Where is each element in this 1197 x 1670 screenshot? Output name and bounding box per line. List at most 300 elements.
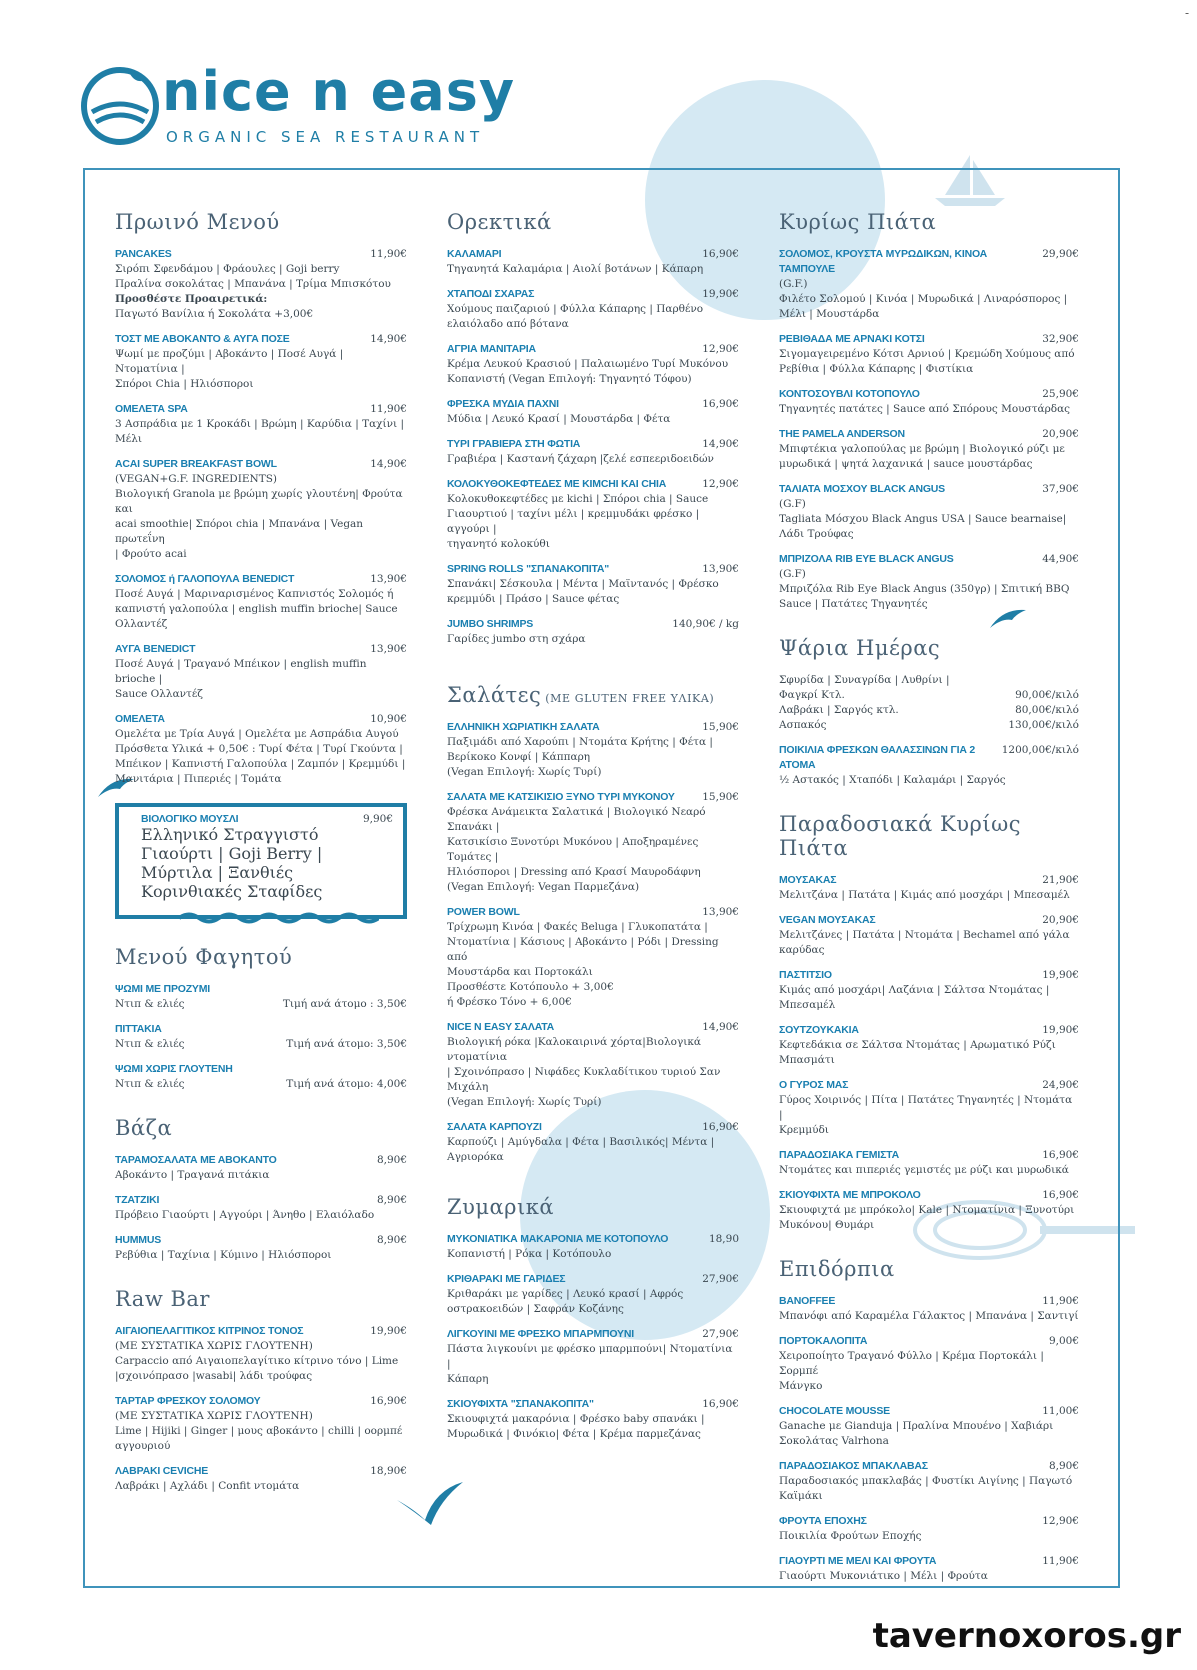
section-title-fish: Ψάρια Ημέρας bbox=[779, 636, 941, 660]
item-price: 140,90€ / kg bbox=[672, 618, 739, 630]
item-name: ΣΟΥΤΖΟΥΚΑΚΙΑ bbox=[779, 1024, 859, 1036]
item-desc: Λαβράκι | Αχλάδι | Confit ντομάτα bbox=[115, 1480, 300, 1492]
item-price: 8,90€ bbox=[1048, 1460, 1079, 1472]
menu-item bbox=[115, 457, 407, 562]
menu-item bbox=[115, 642, 407, 702]
item-desc: Μέλι bbox=[115, 433, 142, 445]
item-header bbox=[447, 287, 739, 302]
menu-item bbox=[779, 1188, 1079, 1233]
item-price: 32,90€ bbox=[1042, 333, 1079, 345]
menu-item bbox=[115, 247, 407, 322]
item-name: ΠΑΡΑΔΟΣΙΑΚΟΣ ΜΠΑΚΛΑΒΑΣ bbox=[779, 1460, 928, 1472]
menu-item bbox=[115, 402, 407, 447]
item-price: 37,90€ bbox=[1042, 483, 1079, 495]
item-price: 11,90€ bbox=[1042, 1555, 1079, 1567]
item-desc: acai smoothie| Σπόροι chia | Μπανάνα | Vegan πρωτεΐνη bbox=[115, 518, 364, 545]
item-price: 16,90€ bbox=[702, 1121, 739, 1133]
column-left bbox=[115, 210, 407, 1504]
item-desc: Φρέσκα Ανάμεικτα Σαλατικά | Βιολογικό Νεαρό Σπανάκι | bbox=[447, 806, 706, 833]
item-name: ΠΑΡΑΔΟΣΙΑΚΑ ΓΕΜΙΣΤΑ bbox=[779, 1149, 899, 1161]
fish-price: 90,00€/κιλό bbox=[1015, 689, 1079, 701]
menu-item bbox=[447, 397, 739, 427]
item-price: 14,90€ bbox=[370, 458, 407, 470]
item-price: 1200,00€/κιλό bbox=[1001, 744, 1079, 756]
item-name: ΣΚΙΟΥΦΙΧΤΑ ΜΕ ΜΠΡΟΚΟΛΟ bbox=[779, 1189, 921, 1201]
item-name: ΚΟΛΟΚΥΘΟΚΕΦΤΕΔΕΣ ΜΕ KIMCHI ΚΑΙ CHIA bbox=[447, 478, 667, 490]
menu-item bbox=[779, 427, 1079, 472]
item-desc: (Vegan Επιλογή: Χωρίς Τυρί) bbox=[447, 766, 602, 778]
item-name: NICE N EASY ΣΑΛΑΤΑ bbox=[447, 1021, 555, 1033]
item-header bbox=[779, 1554, 1079, 1569]
item-desc: καρύδας bbox=[779, 944, 825, 956]
item-sub-row bbox=[115, 1077, 407, 1092]
item-name: THE PAMELA ANDERSON bbox=[779, 428, 905, 440]
item-desc: Sauce Ολλαντέζ bbox=[115, 688, 203, 700]
fish-name: Ασπακός bbox=[779, 719, 827, 731]
item-price: Τιμή ανά άτομο: 4,00€ bbox=[286, 1078, 407, 1090]
section-title-pasta: Ζυμαρικά bbox=[447, 1195, 555, 1219]
item-name: JUMBO SHRIMPS bbox=[447, 618, 534, 630]
menu-item bbox=[779, 1294, 1079, 1324]
item-header bbox=[779, 1334, 1079, 1349]
item-name: ΨΩΜΙ ΜΕ ΠΡΟΖΥΜΙ bbox=[115, 983, 210, 995]
item-price: 15,90€ bbox=[702, 721, 739, 733]
menu-item bbox=[779, 1404, 1079, 1449]
item-name: ΛΙΓΚΟΥΙΝΙ ΜΕ ΦΡΕΣΚΟ ΜΠΑΡΜΠΟΥΝΙ bbox=[447, 1328, 634, 1340]
item-desc: | Σχοινόπρασο | Νιφάδες Κυκλαδίτικου τυριού Σαν bbox=[447, 1066, 721, 1078]
item-desc: Μύδια | Λευκό Κρασί | Μουστάρδα | Φέτα bbox=[447, 413, 671, 425]
item-desc: Μάνγκο bbox=[779, 1380, 823, 1392]
item-sub: Ντιπ & ελιές bbox=[115, 1038, 185, 1050]
item-header bbox=[779, 913, 1079, 928]
menu-item bbox=[779, 873, 1079, 903]
item-name: ΧΤΑΠΟΔΙ ΣΧΑΡΑΣ bbox=[447, 288, 535, 300]
item-header bbox=[115, 1464, 407, 1479]
item-desc: Ποσέ Αυγά | Τραγανό Μπέικον | english muffin brioche | bbox=[115, 658, 367, 685]
menu-item bbox=[447, 437, 739, 467]
item-header bbox=[779, 1459, 1079, 1474]
item-header bbox=[115, 457, 407, 472]
menu-item bbox=[779, 1459, 1079, 1504]
item-header bbox=[779, 1514, 1079, 1529]
menu-item bbox=[115, 1324, 407, 1384]
item-price: 16,90€ bbox=[1042, 1189, 1079, 1201]
item-header bbox=[115, 712, 407, 727]
brand-subtitle: ORGANIC SEA RESTAURANT bbox=[166, 128, 485, 146]
item-price: 9,00€ bbox=[1048, 1335, 1079, 1347]
menu-item bbox=[779, 552, 1079, 612]
item-desc: Τρίχρωμη Κινόα | Φακές Beluga | Γλυκοπατάτα | bbox=[447, 921, 708, 933]
item-header bbox=[447, 437, 739, 452]
item-name: ΤΑΡΑΜΟΣΑΛΑΤΑ ΜΕ ΑΒΟΚΑΝΤΟ bbox=[115, 1154, 277, 1166]
item-price: Τιμή ανά άτομο: 3,50€ bbox=[286, 1038, 407, 1050]
fish-price: 80,00€/κιλό bbox=[1015, 704, 1079, 716]
item-header bbox=[779, 968, 1079, 983]
item-desc: Κρέμα Λευκού Κρασιού | Παλαιωμένο Τυρί Μυκόνου bbox=[447, 358, 729, 370]
section-title-vaza: Βάζα bbox=[115, 1116, 173, 1140]
item-header bbox=[447, 1120, 739, 1135]
item-desc: Γαρίδες jumbo στη σχάρα bbox=[447, 633, 586, 645]
salads-note: (ΜΕ GLUTEN FREE ΥΛΙΚΑ) bbox=[545, 692, 715, 705]
item-desc: Κάπαρη bbox=[447, 1373, 489, 1385]
item-desc: (G.F.) bbox=[779, 278, 808, 290]
menu-item bbox=[115, 332, 407, 392]
watermark: tavernoxoros.gr bbox=[872, 1616, 1181, 1656]
item-desc: Παξιμάδι από Χαρούπι | Ντομάτα Κρήτης | Φέτα | bbox=[447, 736, 713, 748]
item-desc: τηγανητό κολοκύθι bbox=[447, 538, 550, 550]
item-name: BANOFFEE bbox=[779, 1295, 836, 1307]
item-name: ΣΚΙΟΥΦΙΧΤΑ "ΣΠΑΝΑΚΟΠΙΤΑ" bbox=[447, 1398, 594, 1410]
item-price: 8,90€ bbox=[376, 1234, 407, 1246]
item-desc: Μελιτζάνα | Πατάτα | Κιμάς από μοσχάρι | Μπεσαμέλ bbox=[779, 889, 1070, 901]
item-desc: Ρεβύθια | Ταχίνια | Κύμινο | Ηλιόσποροι bbox=[115, 1249, 332, 1261]
item-desc: Μπανόφι από Καραμέλα Γάλακτος | Μπανάνα | Σαντιγί bbox=[779, 1310, 1079, 1322]
menu-frame bbox=[83, 168, 1120, 1588]
menu-item bbox=[115, 712, 407, 787]
menu-item bbox=[447, 477, 739, 552]
item-header bbox=[447, 720, 739, 735]
item-desc: Κολοκυθοκεφτέδες με kichi | Σπόροι chia | Sauce bbox=[447, 493, 709, 505]
item-desc: Προσθέστε Κοτόπουλο + 3,00€ bbox=[447, 981, 614, 993]
menu-item bbox=[779, 1023, 1079, 1068]
item-price: 14,90€ bbox=[702, 438, 739, 450]
fish-name: Λαβράκι | Σαργός κτλ. bbox=[779, 704, 899, 716]
item-header bbox=[115, 982, 407, 997]
item-name: ΚΟΝΤΟΣΟΥΒΛΙ ΚΟΤΟΠΟΥΛΟ bbox=[779, 388, 920, 400]
item-name: ΤΑΛΙΑΤΑ ΜΟΣΧΟΥ BLACK ANGUS bbox=[779, 483, 945, 495]
menu-item bbox=[779, 1554, 1079, 1584]
item-name: ΣΑΛΑΤΑ ΜΕ ΚΑΤΣΙΚΙΣΙΟ ΞΥΝΟ ΤΥΡΙ ΜΥΚΟΝΟΥ bbox=[447, 791, 675, 803]
item-price: Τιμή ανά άτομο : 3,50€ bbox=[282, 998, 407, 1010]
item-header bbox=[779, 1294, 1079, 1309]
item-name: SPRING ROLLS "ΣΠΑΝΑΚΟΠΙΤΑ" bbox=[447, 563, 610, 575]
item-header bbox=[779, 552, 1079, 567]
item-desc: Πάστα λιγκουίνι με φρέσκο μπαρμπούνι| Ντοματίνια | bbox=[447, 1343, 733, 1370]
item-desc: Ποικιλία Φρούτων Εποχής bbox=[779, 1530, 922, 1542]
rawbar-list bbox=[115, 1324, 407, 1494]
item-header bbox=[115, 1233, 407, 1248]
item-desc: Βιολογική Granola με βρώμη χωρίς γλουτένη| Φρούτα και bbox=[115, 488, 403, 515]
menu-item bbox=[447, 1232, 739, 1262]
item-name: ΡΕΒΙΘΑΔΑ ΜΕ ΑΡΝΑΚΙ ΚΟΤΣΙ bbox=[779, 333, 925, 345]
item-extra: Παγωτό Βανίλια ή Σοκολάτα +3,00€ bbox=[115, 308, 314, 320]
item-header bbox=[447, 617, 739, 632]
item-desc: Χειροποίητο Τραγανό Φύλλο | Κρέμα Πορτοκάλι | Σορμπέ bbox=[779, 1350, 1044, 1377]
menu-item bbox=[779, 332, 1079, 377]
item-desc: κρεμμύδι | Πράσο | Sauce φέτας bbox=[447, 593, 620, 605]
item-name: ΑΙΓΑΙΟΠΕΛΑΓΙΤΙΚΟΣ ΚΙΤΡΙΝΟΣ ΤΟΝΟΣ bbox=[115, 1325, 304, 1337]
item-price: 44,90€ bbox=[1042, 553, 1079, 565]
item-price: 27,90€ bbox=[702, 1273, 739, 1285]
menu-item bbox=[115, 572, 407, 632]
item-name: ΒΙΟΛΟΓΙΚΟ ΜΟΥΣΛΙ bbox=[141, 813, 239, 825]
item-header bbox=[447, 790, 739, 805]
item-header bbox=[447, 397, 739, 412]
menu-item bbox=[115, 1233, 407, 1263]
section-title-mains: Κυρίως Πιάτα bbox=[779, 210, 937, 234]
food-list bbox=[115, 982, 407, 1092]
item-price: 15,90€ bbox=[702, 791, 739, 803]
item-price: 18,90 bbox=[708, 1233, 739, 1245]
item-desc: (Vegan Επιλογή: Vegan Παρμεζάνα) bbox=[447, 881, 640, 893]
starters-list bbox=[447, 247, 739, 647]
desserts-list bbox=[779, 1294, 1079, 1584]
item-header bbox=[447, 1272, 739, 1287]
item-desc: Κεφτεδάκια σε Σάλτσα Ντομάτας | Αρωματικό Ρύζι bbox=[779, 1039, 1056, 1051]
menu-item bbox=[447, 1120, 739, 1165]
item-price: 16,90€ bbox=[370, 1395, 407, 1407]
item-header bbox=[115, 247, 407, 262]
item-desc: Ολλαντέζ bbox=[115, 618, 168, 630]
pasta-list bbox=[447, 1232, 739, 1442]
item-header bbox=[115, 1062, 407, 1077]
item-desc: Ρεβίθια | Φύλλα Κάπαρης | Φιστίκια bbox=[779, 363, 974, 375]
item-desc: Κριθαράκι με γαρίδες | Λευκό κρασί | Αφρός bbox=[447, 1288, 684, 1300]
item-sub: Ντιπ & ελιές bbox=[115, 998, 185, 1010]
item-header bbox=[447, 477, 739, 492]
column-right bbox=[779, 210, 1079, 1594]
item-name: ΨΩΜΙ ΧΩΡΙΣ ΓΛΟΥΤΕΝΗ bbox=[115, 1063, 233, 1075]
item-price: 13,90€ bbox=[702, 906, 739, 918]
item-desc: | Φρούτο acai bbox=[115, 548, 187, 560]
item-price: 12,90€ bbox=[1042, 1515, 1079, 1527]
item-desc: Ψωμί με προζύμι | Αβοκάντο | Ποσέ Αυγά | Ντοματίνια | bbox=[115, 348, 344, 375]
item-desc: Καρπούζι | Αμύγδαλα | Φέτα | Βασιλικός| Μέντα | bbox=[447, 1136, 715, 1148]
item-desc: 3 Ασπράδια με 1 Κροκάδι | Βρώμη | Καρύδια | Ταχίνι | bbox=[115, 418, 405, 430]
section-title-traditional: Παραδοσιακά Κυρίως Πιάτα bbox=[779, 812, 1021, 860]
item-desc: ½ Αστακός | Χταπόδι | Καλαμάρι | Σαργός bbox=[779, 774, 1006, 786]
item-desc: Αγριορόκα bbox=[447, 1151, 504, 1163]
menu-item bbox=[779, 247, 1079, 322]
section-title-food: Μενού Φαγητού bbox=[115, 945, 293, 969]
item-price: 13,90€ bbox=[370, 573, 407, 585]
item-name: CHOCOLATE MOUSSE bbox=[779, 1405, 890, 1417]
item-price: 21,90€ bbox=[1042, 874, 1079, 886]
section-title-starters: Ορεκτικά bbox=[447, 210, 552, 234]
item-desc: Μελιτζάνες | Πατάτα | Ντομάτα | Bechamel από γάλα bbox=[779, 929, 1070, 941]
menu-item bbox=[447, 790, 739, 895]
item-desc: Παραδοσιακός μπακλαβάς | Φυστίκι Αιγίνης | Παγωτό bbox=[779, 1475, 1073, 1487]
item-desc: Ηλιόσποροι | Dressing από Κρασί Μαυροδάφνη bbox=[447, 866, 701, 878]
item-name: ΦΡΕΣΚΑ ΜΥΔΙΑ ΠΑΧΝΙ bbox=[447, 398, 559, 410]
item-desc: Μυρωδικά | Φινόκιο| Φέτα | Κρέμα παρμεζάνας bbox=[447, 1428, 701, 1440]
item-desc: Αβοκάντο | Τραγανά πιτάκια bbox=[115, 1169, 270, 1181]
item-name: VEGAN ΜΟΥΣΑΚΑΣ bbox=[779, 914, 876, 926]
wave-icon bbox=[179, 911, 379, 925]
item-price: 11,90€ bbox=[370, 403, 407, 415]
item-desc: Σπόροι Chia | Ηλιόσποροι bbox=[115, 378, 254, 390]
item-header bbox=[779, 482, 1079, 497]
item-sub: Ντιπ & ελιές bbox=[115, 1078, 185, 1090]
item-desc: Βερίκοκο Κονφί | Κάππαρη bbox=[447, 751, 591, 763]
item-price: 8,90€ bbox=[376, 1154, 407, 1166]
item-name: HUMMUS bbox=[115, 1234, 162, 1246]
item-price: 19,90€ bbox=[702, 288, 739, 300]
corner-mark: - bbox=[1184, 6, 1189, 20]
item-desc: Μύρτιλα | Ξανθιές Κορινθιακές Σταφίδες bbox=[141, 863, 323, 901]
menu-item bbox=[779, 968, 1079, 1013]
item-price: 14,90€ bbox=[370, 333, 407, 345]
header bbox=[80, 58, 520, 158]
boxed-item bbox=[115, 803, 407, 919]
menu-item bbox=[447, 1397, 739, 1442]
item-desc: (VEGAN+G.F. INGREDIENTS) bbox=[115, 473, 277, 485]
item-desc: Καϊμάκι bbox=[779, 1490, 823, 1502]
item-desc: Ντομάτες και πιπεριές γεμιστές με ρύζι και μυρωδικά bbox=[779, 1164, 1069, 1176]
item-desc: (ΜΕ ΣΥΣΤΑΤΙΚΑ ΧΩΡΙΣ ΓΛΟΥΤΕΝΗ) bbox=[115, 1410, 313, 1422]
item-name: ΟΜΕΛΕΤΑ bbox=[115, 713, 165, 725]
item-header bbox=[779, 1148, 1079, 1163]
item-header bbox=[779, 1188, 1079, 1203]
fish-platter bbox=[779, 743, 1079, 788]
section-title-rawbar: Raw Bar bbox=[115, 1287, 210, 1311]
item-price: 20,90€ bbox=[1042, 428, 1079, 440]
item-header bbox=[779, 332, 1079, 347]
menu-item bbox=[115, 1153, 407, 1183]
item-desc: οστρακοειδών | Σαφράν Κοζάνης bbox=[447, 1303, 624, 1315]
item-name: ΤΟΣΤ ΜΕ ΑΒΟΚΑΝΤΟ & ΑΥΓΑ ΠΟΣΕ bbox=[115, 333, 290, 345]
item-name: ΕΛΛΗΝΙΚΗ ΧΩΡΙΑΤΙΚΗ ΣΑΛΑΤΑ bbox=[447, 721, 600, 733]
item-price: 13,90€ bbox=[702, 563, 739, 575]
menu-item bbox=[115, 1464, 407, 1494]
item-name: PANCAKES bbox=[115, 248, 172, 260]
item-header bbox=[115, 642, 407, 657]
item-name: ΟΜΕΛΕΤΑ SPA bbox=[115, 403, 188, 415]
item-desc: μυρωδικά | ψητά λαχανικά | sauce μουστάρδας bbox=[779, 458, 1033, 470]
item-name: POWER BOWL bbox=[447, 906, 520, 918]
breakfast-list bbox=[115, 247, 407, 787]
fish-price-list bbox=[779, 673, 1079, 733]
item-desc: |σχοινόπρασο |wasabi| λάδι τρούφας bbox=[115, 1370, 313, 1382]
item-desc: Τηγανητά Καλαμάρια | Αιολί βοτάνων | Κάπαρη bbox=[447, 263, 704, 275]
mains-list bbox=[779, 247, 1079, 612]
item-desc: Πρόσθετα Υλικά + 0,50€ : Τυρί Φέτα | Τυρί Γκούντα | bbox=[115, 743, 403, 755]
section-title-salads bbox=[447, 683, 739, 707]
menu-item bbox=[115, 1022, 407, 1052]
item-desc: Μέλι | Μουστάρδα bbox=[779, 308, 880, 320]
item-header bbox=[115, 1394, 407, 1409]
item-name: ΤΖΑΤΖΙΚΙ bbox=[115, 1194, 160, 1206]
fish-name: Φαγκρί Κτλ. bbox=[779, 689, 845, 701]
item-header bbox=[779, 1023, 1079, 1038]
item-name: ΚΑΛΑΜΑΡΙ bbox=[447, 248, 502, 260]
fish-row bbox=[779, 703, 1079, 718]
item-desc: (G.F) bbox=[779, 498, 806, 510]
item-header bbox=[447, 1397, 739, 1412]
item-price: 16,90€ bbox=[702, 248, 739, 260]
item-price: 27,90€ bbox=[702, 1328, 739, 1340]
item-desc: Κιμάς από μοσχάρι| Λαζάνια | Σάλτσα Ντομάτας | bbox=[779, 984, 1050, 996]
item-header bbox=[779, 247, 1079, 277]
item-extra-label: Προσθέστε Προαιρετικά: bbox=[115, 293, 268, 305]
item-price: 8,90€ bbox=[376, 1194, 407, 1206]
item-desc: Κρεμμύδι bbox=[779, 1124, 829, 1136]
item-name: ΣΟΛΟΜΟΣ ή ΓΑΛΟΠΟΥΛΑ BENEDICT bbox=[115, 573, 295, 585]
item-name: ΜΟΥΣΑΚΑΣ bbox=[779, 874, 837, 886]
item-price: 13,90€ bbox=[370, 643, 407, 655]
item-desc: Σκιουφιχτά μακαρόνια | Φρέσκο baby σπανάκι | bbox=[447, 1413, 705, 1425]
item-desc: Λάδι Τρούφας bbox=[779, 528, 854, 540]
item-header bbox=[115, 332, 407, 347]
item-desc: Ελληνικό Στραγγιστό Γιαούρτι | Goji Berry | bbox=[141, 825, 323, 863]
item-price: 16,90€ bbox=[1042, 1149, 1079, 1161]
column-middle bbox=[447, 210, 739, 1452]
item-desc: (G.F) bbox=[779, 568, 806, 580]
item-desc: (Vegan Επιλογή: Χωρίς Τυρί) bbox=[447, 1096, 602, 1108]
menu-item bbox=[447, 617, 739, 647]
item-name: Ο ΓΥΡΟΣ ΜΑΣ bbox=[779, 1079, 849, 1091]
item-desc: Ποσέ Αυγά | Μαριναρισμένος Καπνιστός Σολομός ή bbox=[115, 588, 394, 600]
item-name: ΤΥΡΙ ΓΡΑΒΙΕΡΑ ΣΤΗ ΦΩΤΙΑ bbox=[447, 438, 581, 450]
item-desc: Σοκολάτας Valrhona bbox=[779, 1435, 889, 1447]
item-name: ΚΡΙΘΑΡΑΚΙ ΜΕ ΓΑΡΙΔΕΣ bbox=[447, 1273, 566, 1285]
item-name: ΣΑΛΑΤΑ ΚΑΡΠΟΥΖΙ bbox=[447, 1121, 542, 1133]
item-desc: Πρόβειο Γιαούρτι | Αγγούρι | Άνηθο | Ελαιόλαδο bbox=[115, 1209, 375, 1221]
item-desc: Μανιτάρια | Πιπεριές | Τομάτα bbox=[115, 773, 282, 785]
menu-item bbox=[447, 905, 739, 1010]
menu-item bbox=[115, 1193, 407, 1223]
item-desc: Μπέικον | Καπνιστή Γαλοπούλα | Ζαμπόν | Κρεμμύδι | bbox=[115, 758, 406, 770]
item-header bbox=[779, 1404, 1079, 1419]
item-price: 19,90€ bbox=[370, 1325, 407, 1337]
item-price: 11,00€ bbox=[1042, 1405, 1079, 1417]
item-header bbox=[779, 427, 1079, 442]
item-header bbox=[447, 562, 739, 577]
item-desc: Σιρόπι Σφενδάμου | Φράουλες | Goji berry bbox=[115, 263, 340, 275]
item-header bbox=[779, 1078, 1079, 1093]
item-desc: ελαιόλαδο από βότανα bbox=[447, 318, 569, 330]
item-desc: Γιαουρτιού | ταχίνι μέλι | κρεμμυδάκι φρέσκο | αγγούρι | bbox=[447, 508, 700, 535]
item-name: ΣΟΛΟΜΟΣ, ΚΡΟΥΣΤΑ ΜΥΡΩΔΙΚΩΝ, ΚΙΝΟΑ ΤΑΜΠΟΥΛΕ bbox=[779, 248, 988, 275]
menu-item bbox=[115, 1394, 407, 1454]
salads-title-text: Σαλάτες bbox=[447, 683, 542, 707]
item-desc: Βιολογική ρόκα |Καλοκαιρινά χόρτα|Βιολογικά ντοματίνια bbox=[447, 1036, 701, 1063]
item-name: ΑΓΡΙΑ ΜΑΝΙΤΑΡΙΑ bbox=[447, 343, 536, 355]
menu-item bbox=[447, 247, 739, 277]
fish-name: Σφυρίδα | Συναγρίδα | Λυθρίνι | bbox=[779, 674, 950, 686]
item-name: ΦΡΟΥΤΑ ΕΠΟΧΗΣ bbox=[779, 1515, 867, 1527]
item-desc: Γύρος Χοιρινός | Πίτα | Πατάτες Τηγανητές | Ντομάτα | bbox=[779, 1094, 1073, 1121]
item-desc: Σπανάκι| Σέσκουλα | Μέντα | Μαϊντανός | Φρέσκο bbox=[447, 578, 719, 590]
item-price: 14,90€ bbox=[702, 1021, 739, 1033]
item-desc: Σκιουφιχτά με μπρόκολο| Kale | Ντοματίνια | Ξυνοτύρι bbox=[779, 1204, 1075, 1216]
item-desc: Μιχάλη bbox=[447, 1081, 489, 1093]
item-desc: Χούμους παιζαριού | Φύλλα Κάπαρης | Παρθένο bbox=[447, 303, 704, 315]
item-header bbox=[115, 1153, 407, 1168]
item-name: ACAI SUPER BREAKFAST BOWL bbox=[115, 458, 277, 470]
item-header bbox=[115, 572, 407, 587]
item-header bbox=[447, 905, 739, 920]
item-price: 16,90€ bbox=[702, 398, 739, 410]
item-name: ΑΥΓΑ BENEDICT bbox=[115, 643, 196, 655]
item-name: ΠΙΤΤΑΚΙΑ bbox=[115, 1023, 162, 1035]
item-price: 19,90€ bbox=[1042, 1024, 1079, 1036]
item-desc: Σιγομαγειρεμένο Κότσι Αρνιού | Κρεμώδη Χούμους από bbox=[779, 348, 1075, 360]
item-header bbox=[447, 1232, 739, 1247]
item-desc: Carpaccio από Αιγαιοπελαγίτικο κίτρινο τόνο | Lime bbox=[115, 1355, 399, 1367]
item-price: 16,90€ bbox=[702, 1398, 739, 1410]
item-name: ΠΟΙΚΙΛΙΑ ΦΡΕΣΚΩΝ ΘΑΛΑΣΣΙΝΩΝ ΓΙΑ 2 ΑΤΟΜΑ bbox=[779, 744, 976, 771]
item-desc: Ομελέτα με Τρία Αυγά | Ομελέτα με Ασπράδια Αυγού bbox=[115, 728, 399, 740]
section-title-breakfast: Πρωινό Μενού bbox=[115, 210, 280, 234]
item-desc: Ντοματίνια | Κάσιους | Αβοκάντο | Ρόδι | Dressing από bbox=[447, 936, 719, 963]
item-desc: Ganache με Gianduja | Πραλίνα Μπουένο | Χαβιάρι bbox=[779, 1420, 1054, 1432]
item-name: ΠΑΣΤΙΤΣΙΟ bbox=[779, 969, 832, 981]
item-price: 9,90€ bbox=[362, 813, 393, 825]
item-desc: Tagliata Μόσχου Black Angus USA | Sauce bearnaise| bbox=[779, 513, 1067, 525]
fish-row bbox=[779, 688, 1079, 703]
menu-item bbox=[447, 287, 739, 332]
